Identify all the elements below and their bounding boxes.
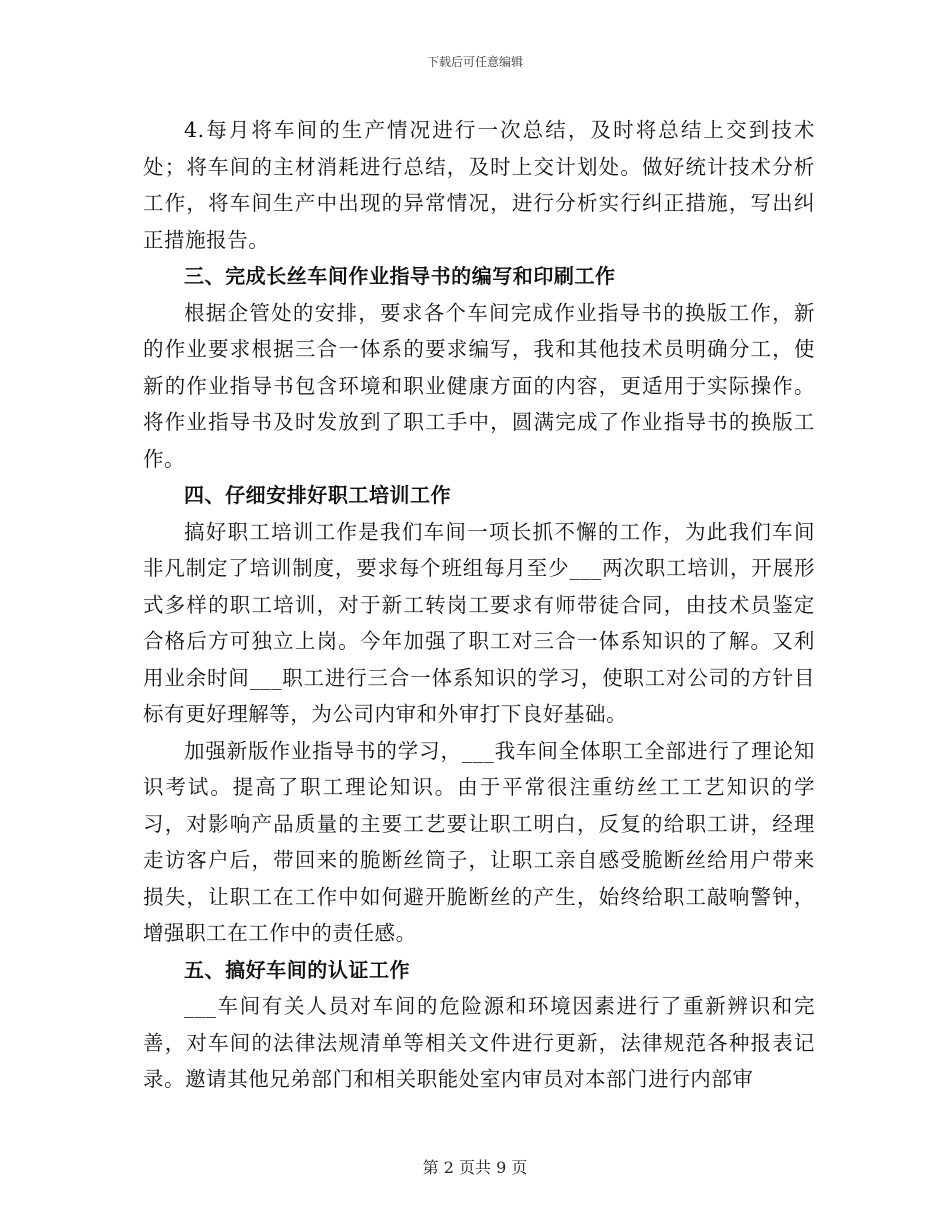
paragraph-instruction-book: 根据企管处的安排，要求各个车间完成作业指导书的换版工作，新的作业要求根据三合一体系的要求编写，我和其他技术员明确分工，使新的作业指导书包含环境和职业健康方面的内容，更适用于实际操作。将作业指导书及时发放到了职工手中，圆满完成了作业指导书的换版工作。 <box>143 300 815 471</box>
page-header: 下载后可任意编辑 <box>426 55 523 69</box>
paragraph-monthly-summary: 4.每月将车间的生产情况进行一次总结，及时将总结上交到技术处；将车间的主材消耗进行总结，及时上交计划处。做好统计技术分析工作，将车间生产中出现的异常情况，进行分析实行纠正措施，写出纠正措施报告。 <box>143 118 815 252</box>
section-heading-4: 四、仔细安排好职工培训工作 <box>184 483 452 507</box>
section-heading-5: 五、搞好车间的认证工作 <box>184 957 411 982</box>
paragraph-certification: ___车间有关人员对车间的危险源和环境因素进行了重新辨识和完善，对车间的法律法规清单等相关文件进行更新，法律规范各种报表记录。邀请其他兄弟部门和相关职能处室内审员对本部门进行内部审 <box>143 994 815 1091</box>
page-number: 第 2 页共 9 页 <box>422 1158 528 1177</box>
section-heading-3: 三、完成长丝车间作业指导书的编写和印刷工作 <box>184 264 616 288</box>
document-body <box>143 112 815 1098</box>
paragraph-new-edition-study: 加强新版作业指导书的学习，___我车间全体职工全部进行了理论知识考试。提高了职工理论知识。由于平常很注重纺丝工工艺知识的学习，对影响产品质量的主要工艺要让职工明白，反复的给职工讲，经理走访客户后，带回来的脆断丝筒子，让职工亲自感受脆断丝给用户带来损失，让职工在工作中如何避开脆断丝的产生，始终给职工敲响警钟，增强职工在工作中的责任感。 <box>143 738 815 945</box>
paragraph-training: 搞好职工培训工作是我们车间一项长抓不懈的工作，为此我们车间非凡制定了培训制度，要求每个班组每月至少___两次职工培训，开展形式多样的职工培训，对于新工转岗工要求有师带徒合同，由技术员鉴定合格后方可独立上岗。今年加强了职工对三合一体系知识的了解。又利用业余时间___职工进行三合一体系知识的学习，使职工对公司的方针目标有更好理解等，为公司内审和外审打下良好基础。 <box>143 519 815 726</box>
